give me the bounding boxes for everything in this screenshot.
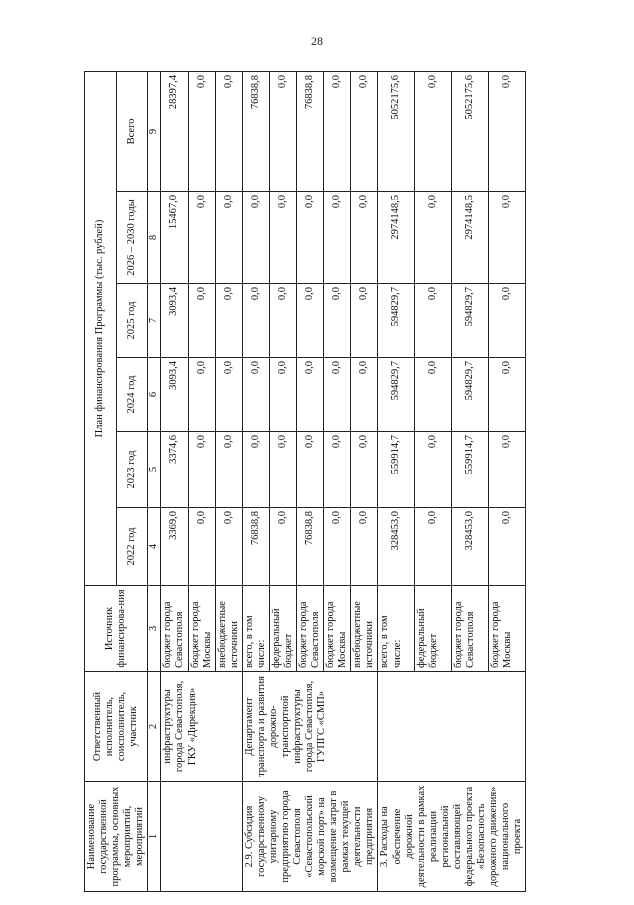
amount-cell: 15467,0 bbox=[161, 192, 188, 284]
amount-cell: 594829,7 bbox=[452, 284, 489, 358]
column-number: 6 bbox=[148, 358, 161, 432]
amount-cell: 0,0 bbox=[324, 192, 351, 284]
amount-cell: 0,0 bbox=[324, 432, 351, 508]
amount-cell: 0,0 bbox=[489, 284, 526, 358]
amount-cell: 0,0 bbox=[415, 358, 452, 432]
column-number: 1 bbox=[148, 782, 161, 892]
amount-cell: 328453,0 bbox=[452, 508, 489, 586]
amount-cell: 0,0 bbox=[415, 71, 452, 191]
amount-cell: 594829,7 bbox=[452, 358, 489, 432]
amount-cell: 76838,8 bbox=[242, 71, 269, 191]
amount-cell: 2974148,5 bbox=[452, 192, 489, 284]
executor-cell: Департамент транспорта и развития дорожно-транспортной инфраструктуры города Севастополя, ГУПГС «СМП» bbox=[242, 672, 378, 782]
funding-source-cell: бюджет города Москвы bbox=[188, 586, 215, 672]
amount-cell: 0,0 bbox=[351, 432, 378, 508]
amount-cell: 0,0 bbox=[242, 284, 269, 358]
amount-cell: 0,0 bbox=[269, 432, 296, 508]
table-row bbox=[242, 71, 269, 891]
program-item-name: 3. Расходы на обеспечение дорожной деятельности в рамках реализации региональной составляющей федерального проекта «Безопасность дорожного движения» национального проекта bbox=[378, 782, 526, 892]
amount-cell: 0,0 bbox=[351, 71, 378, 191]
amount-cell: 0,0 bbox=[242, 432, 269, 508]
column-number: 5 bbox=[148, 432, 161, 508]
amount-cell: 559914,7 bbox=[378, 432, 415, 508]
amount-cell: 0,0 bbox=[188, 358, 215, 432]
column-number: 3 bbox=[148, 586, 161, 672]
amount-cell: 0,0 bbox=[269, 508, 296, 586]
financing-table bbox=[84, 71, 526, 892]
amount-cell: 0,0 bbox=[351, 192, 378, 284]
executor-cell: инфраструктуры города Севастополя, ГКУ «Дирекция» bbox=[161, 672, 242, 782]
amount-cell: 0,0 bbox=[297, 284, 324, 358]
funding-source-cell: бюджет города Москвы bbox=[489, 586, 526, 672]
amount-cell: 5052175,6 bbox=[378, 71, 415, 191]
program-item-name bbox=[161, 782, 242, 892]
amount-cell: 328453,0 bbox=[378, 508, 415, 586]
amount-cell: 0,0 bbox=[215, 192, 242, 284]
amount-cell: 0,0 bbox=[269, 358, 296, 432]
amount-cell: 2974148,5 bbox=[378, 192, 415, 284]
funding-source-cell: федеральный бюджет bbox=[415, 586, 452, 672]
amount-cell: 0,0 bbox=[297, 432, 324, 508]
amount-cell: 3093,4 bbox=[161, 284, 188, 358]
amount-cell: 0,0 bbox=[351, 358, 378, 432]
amount-cell: 559914,7 bbox=[452, 432, 489, 508]
funding-source-cell: всего, в том числе: bbox=[378, 586, 415, 672]
funding-source-cell: внебюджетные источники bbox=[351, 586, 378, 672]
amount-cell: 594829,7 bbox=[378, 358, 415, 432]
header-row-1 bbox=[85, 71, 117, 891]
funding-source-cell: всего, в том числе: bbox=[242, 586, 269, 672]
amount-cell: 76838,8 bbox=[297, 71, 324, 191]
header-year-2022: 2022 год bbox=[116, 508, 148, 586]
executor-cell bbox=[378, 672, 526, 782]
header-program-name: Наименование государственной программы, основных мероприятий, мероприятий bbox=[85, 782, 148, 892]
amount-cell: 5052175,6 bbox=[452, 71, 489, 191]
amount-cell: 28397,4 bbox=[161, 71, 188, 191]
column-number: 7 bbox=[148, 284, 161, 358]
amount-cell: 0,0 bbox=[215, 71, 242, 191]
amount-cell: 0,0 bbox=[297, 192, 324, 284]
column-number-row bbox=[148, 71, 161, 891]
header-source: Источник финансирова-ния bbox=[85, 586, 148, 672]
amount-cell: 0,0 bbox=[269, 192, 296, 284]
amount-cell: 0,0 bbox=[351, 508, 378, 586]
amount-cell: 0,0 bbox=[269, 71, 296, 191]
column-number: 4 bbox=[148, 508, 161, 586]
amount-cell: 0,0 bbox=[415, 284, 452, 358]
amount-cell: 0,0 bbox=[415, 432, 452, 508]
page-number: 28 bbox=[311, 34, 323, 48]
program-item-name: 2.9. Субсидия государственному унитарному предприятию города Севастополя «Севастопольский морской порт» на возмещение затрат в рамках текущей деятельности предприятия bbox=[242, 782, 378, 892]
amount-cell: 0,0 bbox=[489, 71, 526, 191]
amount-cell: 0,0 bbox=[188, 192, 215, 284]
amount-cell: 0,0 bbox=[242, 358, 269, 432]
amount-cell: 0,0 bbox=[188, 508, 215, 586]
funding-source-cell: внебюджетные источники bbox=[215, 586, 242, 672]
amount-cell: 0,0 bbox=[324, 71, 351, 191]
financing-table-rotated bbox=[84, 72, 564, 892]
funding-source-cell: бюджет города Москвы bbox=[324, 586, 351, 672]
column-number: 9 bbox=[148, 71, 161, 191]
header-total: Всего bbox=[116, 71, 148, 191]
amount-cell: 0,0 bbox=[324, 358, 351, 432]
amount-cell: 76838,8 bbox=[297, 508, 324, 586]
column-number: 2 bbox=[148, 672, 161, 782]
table-row bbox=[161, 71, 188, 891]
header-executor: Ответственный исполнитель, соисполнитель, участник bbox=[85, 672, 148, 782]
amount-cell: 3093,4 bbox=[161, 358, 188, 432]
amount-cell: 0,0 bbox=[489, 508, 526, 586]
amount-cell: 0,0 bbox=[489, 358, 526, 432]
amount-cell: 0,0 bbox=[489, 192, 526, 284]
funding-source-cell: федеральный бюджет bbox=[269, 586, 296, 672]
amount-cell: 0,0 bbox=[351, 284, 378, 358]
amount-cell: 0,0 bbox=[242, 192, 269, 284]
amount-cell: 0,0 bbox=[415, 508, 452, 586]
amount-cell: 0,0 bbox=[489, 432, 526, 508]
amount-cell: 3374,6 bbox=[161, 432, 188, 508]
amount-cell: 0,0 bbox=[215, 358, 242, 432]
amount-cell: 0,0 bbox=[188, 284, 215, 358]
header-financing-plan: План финансирования Программы (тыс. рублей) bbox=[85, 71, 117, 585]
table-row bbox=[378, 71, 415, 891]
amount-cell: 594829,7 bbox=[378, 284, 415, 358]
amount-cell: 76838,8 bbox=[242, 508, 269, 586]
header-year-2024: 2024 год bbox=[116, 358, 148, 432]
header-years-2026-2030: 2026 – 2030 годы bbox=[116, 192, 148, 284]
funding-source-cell: бюджет города Севастополя bbox=[161, 586, 188, 672]
funding-source-cell: бюджет города Севастополя bbox=[297, 586, 324, 672]
header-year-2023: 2023 год bbox=[116, 432, 148, 508]
amount-cell: 0,0 bbox=[215, 432, 242, 508]
amount-cell: 0,0 bbox=[324, 508, 351, 586]
column-number: 8 bbox=[148, 192, 161, 284]
table-body bbox=[161, 71, 526, 891]
header-year-2025: 2025 год bbox=[116, 284, 148, 358]
amount-cell: 0,0 bbox=[297, 358, 324, 432]
amount-cell: 0,0 bbox=[269, 284, 296, 358]
amount-cell: 0,0 bbox=[188, 432, 215, 508]
amount-cell: 0,0 bbox=[188, 71, 215, 191]
amount-cell: 0,0 bbox=[215, 508, 242, 586]
amount-cell: 0,0 bbox=[324, 284, 351, 358]
amount-cell: 3369,0 bbox=[161, 508, 188, 586]
funding-source-cell: бюджет города Севастополя bbox=[452, 586, 489, 672]
amount-cell: 0,0 bbox=[415, 192, 452, 284]
amount-cell: 0,0 bbox=[215, 284, 242, 358]
